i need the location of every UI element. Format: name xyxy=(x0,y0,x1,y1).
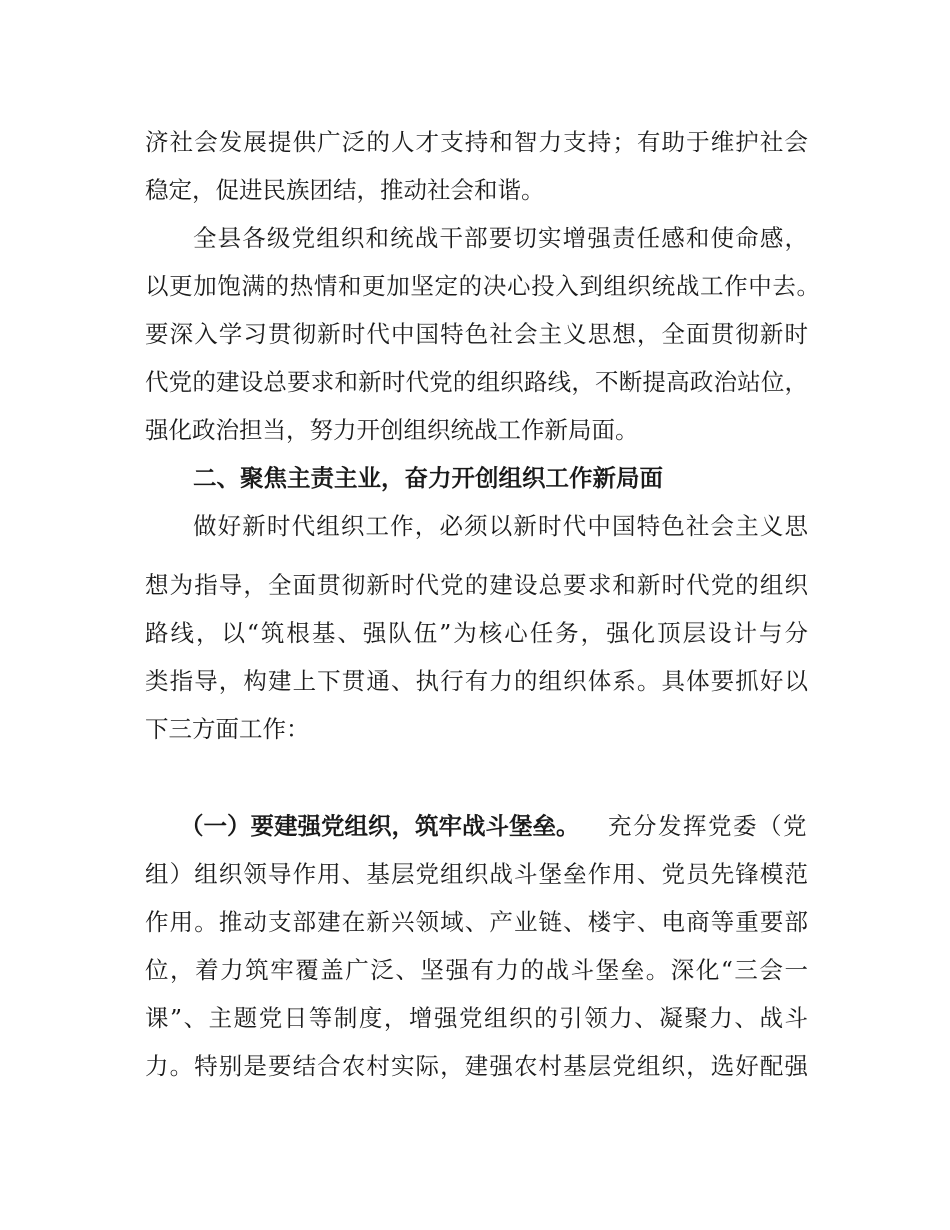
text-line: 组）组织领导作用、基层党组织战斗堡垒作用、党员先锋模范 xyxy=(145,860,808,888)
text-line: 做好新时代组织工作，必须以新时代中国特色社会主义思 xyxy=(193,512,808,540)
text-span: 充分发挥党委（党 xyxy=(608,812,808,840)
text-line: 下三方面工作： xyxy=(145,715,310,743)
section-heading: 二、聚焦主责主业，奋力开创组织工作新局面 xyxy=(193,464,663,492)
text-line: 代党的建设总要求和新时代党的组织路线，不断提高政治站位， xyxy=(145,368,808,396)
text-line: 以更加饱满的热情和更加坚定的决心投入到组织统战工作中去。 xyxy=(145,272,820,300)
text-line: 位，着力筑牢覆盖广泛、坚强有力的战斗堡垒。深化“三会一 xyxy=(145,956,808,984)
text-line: 全县各级党组织和统战干部要切实增强责任感和使命感， xyxy=(193,224,808,252)
text-line: 稳定，促进民族团结，推动社会和谐。 xyxy=(145,176,545,204)
text-line: 力。特别是要结合农村实际，建强农村基层党组织，选好配强 xyxy=(145,1052,808,1080)
text-line: 类指导，构建上下贯通、执行有力的组织体系。具体要抓好以 xyxy=(145,667,808,695)
subsection-title: （一）要建强党组织，筑牢战斗堡垒。 xyxy=(180,812,580,840)
text-line: 强化政治担当，努力开创组织统战工作新局面。 xyxy=(145,416,639,444)
text-line: 想为指导，全面贯彻新时代党的建设总要求和新时代党的组织 xyxy=(145,571,808,599)
text-line: 路线，以“筑根基、强队伍”为核心任务，强化顶层设计与分 xyxy=(145,619,808,647)
text-line: 济社会发展提供广泛的人才支持和智力支持；有助于维护社会 xyxy=(145,128,808,156)
text-line: 要深入学习贯彻新时代中国特色社会主义思想，全面贯彻新时 xyxy=(145,320,808,348)
text-line xyxy=(180,811,808,841)
text-line: 作用。推动支部建在新兴领域、产业链、楼宇、电商等重要部 xyxy=(145,908,808,936)
text-line: 课”、主题党日等制度，增强党组织的引领力、凝聚力、战斗 xyxy=(145,1004,808,1032)
